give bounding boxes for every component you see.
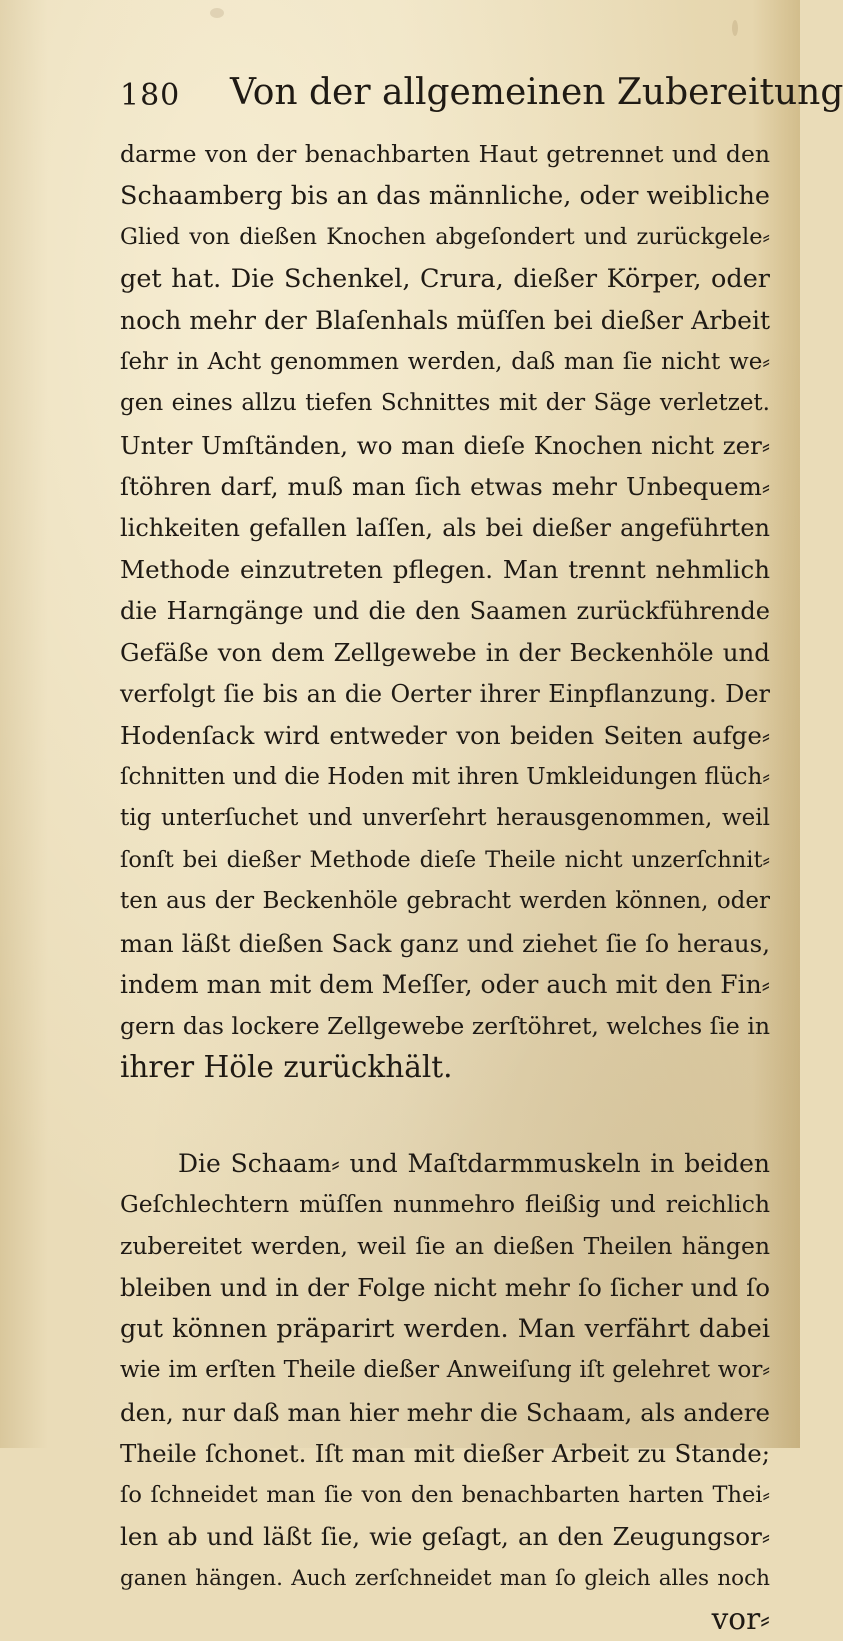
text-line: den, nur daß man hier mehr die Schaam, als andere xyxy=(120,1397,770,1427)
paragraph-1 xyxy=(120,134,770,1089)
text-line: Geſchlechtern müſſen nunmehro fleißig und reichlich xyxy=(120,1190,770,1218)
text-line: zubereitet werden, weil ſie an dießen Theilen hängen xyxy=(120,1231,770,1260)
text-line: ſo ſchneidet man ſie von den benachbarten harten Thei⸗ xyxy=(120,1481,770,1508)
page-number: 180 xyxy=(120,78,181,113)
text-line: Schaamberg bis an das männliche, oder weibliche xyxy=(120,180,771,211)
body-text xyxy=(120,134,770,1641)
text-line: gut können präparirt werden. Man verfährt dabei xyxy=(120,1313,770,1344)
text-line: Hodenſack wird entweder von beiden Seiten aufge⸗ xyxy=(120,721,770,750)
text-line: ſtöhren darf, muß man ſich etwas mehr Unbequem⸗ xyxy=(120,472,770,501)
text-line: lichkeiten gefallen laſſen, als bei dießer angeführten xyxy=(120,513,770,542)
text-line: verfolgt ſie bis an die Oerter ihrer Einpflanzung. Der xyxy=(120,679,770,708)
page-header xyxy=(120,72,843,122)
text-line: Methode einzutreten pflegen. Man trennt nehmlich xyxy=(120,555,770,584)
text-line: Glied von dießen Knochen abgeſondert und zurückgele⸗ xyxy=(120,224,770,250)
text-line: wie im erſten Theile dießer Anweiſung iſt gelehret wor⸗ xyxy=(120,1357,770,1383)
text-line: ganen hängen. Auch zerſchneidet man ſo gleich alles noch xyxy=(120,1565,770,1591)
text-line: gen eines allzu tiefen Schnittes mit der Säge verletzet. xyxy=(120,390,770,416)
ink-speck xyxy=(732,20,738,36)
text-line: ihrer Höle zurückhält. xyxy=(120,1050,453,1084)
text-line: Die Schaam⸗ und Maſtdarmmuskeln in beiden xyxy=(178,1148,770,1178)
text-line: Unter Umſtänden, wo man dieſe Knochen nicht zer⸗ xyxy=(120,430,770,460)
text-line: bleiben und in der Folge nicht mehr ſo ſicher und ſo xyxy=(120,1273,770,1302)
text-line: noch mehr der Blaſenhals müſſen bei dießer Arbeit xyxy=(120,306,770,335)
text-line: indem man mit dem Meſſer, oder auch mit den Fin⸗ xyxy=(120,970,770,999)
text-line: gern das lockere Zellgewebe zerſtöhret, welches ſie in xyxy=(120,1011,770,1040)
text-line: Theile ſchonet. Iſt man mit dießer Arbeit zu Stande; xyxy=(120,1439,770,1468)
text-line: tig unterſuchet und unverſehrt herausgenommen, weil xyxy=(120,805,770,831)
running-title: Von der allgemeinen Zubereitung xyxy=(230,72,843,113)
text-line: len ab und läßt ſie, wie geſagt, an den Zeugungsor⸗ xyxy=(120,1522,770,1551)
text-line: ſonſt bei dießer Methode dieſe Theile nicht unzerſchnit⸗ xyxy=(120,846,770,873)
text-line: ſehr in Acht genommen werden, daß man ſie nicht we⸗ xyxy=(120,348,770,375)
text-line: ſchnitten und die Hoden mit ihren Umkleidungen flüch⸗ xyxy=(120,763,771,790)
paragraph-gap xyxy=(120,1089,770,1143)
text-line: die Harngänge und die den Saamen zurückführende xyxy=(120,596,770,625)
text-line: get hat. Die Schenkel, Crura, dießer Körper, oder xyxy=(120,263,770,294)
text-line: man läßt dießen Sack ganz und ziehet ſie ſo heraus, xyxy=(120,928,770,958)
text-line: darme von der benachbarten Haut getrennet und den xyxy=(120,140,770,168)
paragraph-2 xyxy=(120,1143,770,1600)
catchword: vor⸗ xyxy=(711,1602,770,1636)
text-line: ten aus der Beckenhöle gebracht werden können, oder xyxy=(120,888,770,914)
text-line: Gefäße von dem Zellgewebe in der Beckenhöle und xyxy=(120,638,770,667)
ink-speck xyxy=(210,8,224,18)
